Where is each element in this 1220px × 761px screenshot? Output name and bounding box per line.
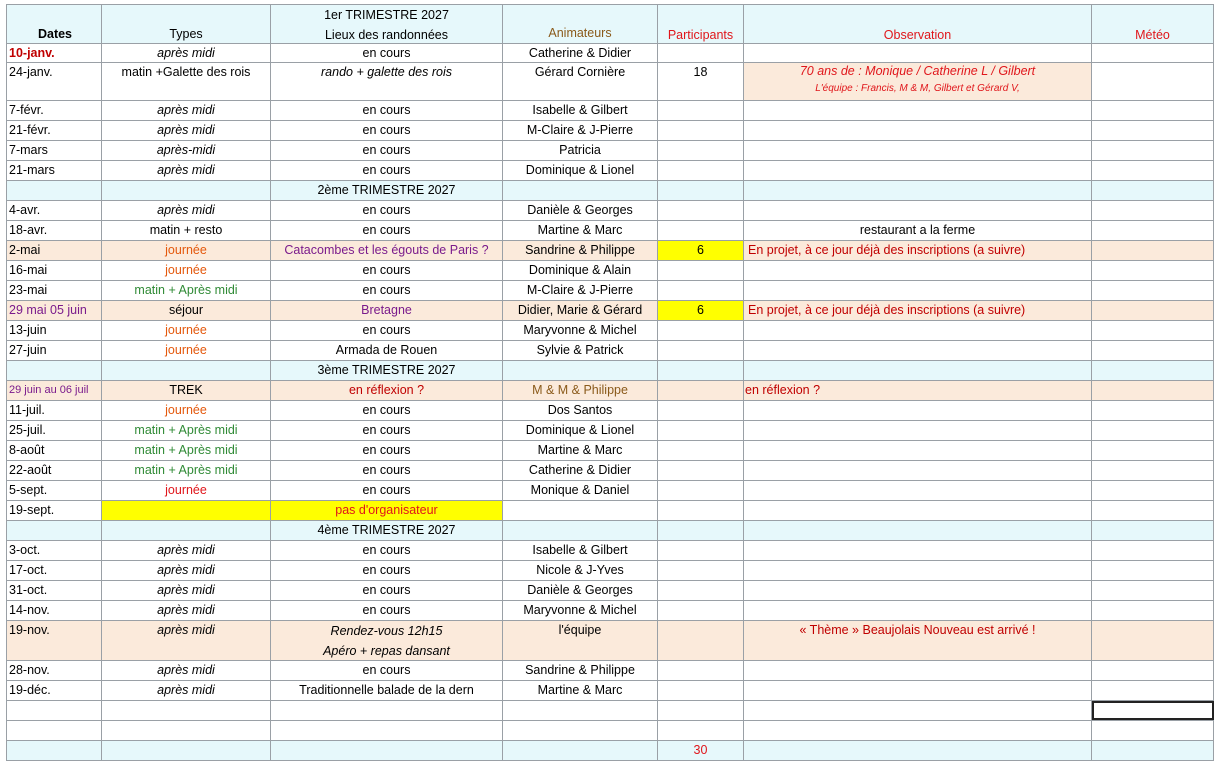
trimestre-4-title[interactable]: 4ème TRIMESTRE 2027 — [271, 521, 503, 540]
date-cell[interactable]: 21-févr. — [6, 121, 102, 140]
animateur-cell[interactable]: Maryvonne & Michel — [503, 321, 658, 340]
table-row — [6, 381, 1214, 401]
observation-cell[interactable]: en réflexion ? — [744, 381, 1092, 400]
meteo-cell[interactable] — [1092, 321, 1214, 340]
empty-cell[interactable] — [6, 721, 102, 740]
header-types[interactable]: Types — [102, 5, 271, 43]
date-cell[interactable]: 19-sept. — [6, 501, 102, 520]
animateur-cell[interactable]: Sandrine & Philippe — [503, 661, 658, 680]
trimestre-row — [6, 521, 1214, 541]
total-row — [6, 741, 1214, 761]
animateur-cell[interactable]: Martine & Marc — [503, 681, 658, 700]
header-meteo[interactable]: Météo — [1092, 5, 1214, 43]
animateur-cell[interactable]: Isabelle & Gilbert — [503, 541, 658, 560]
empty-cell[interactable] — [744, 741, 1092, 760]
date-cell[interactable]: 13-juin — [6, 321, 102, 340]
empty-cell[interactable] — [1092, 521, 1214, 540]
empty-cell[interactable] — [744, 721, 1092, 740]
trimestre-2-title[interactable]: 2ème TRIMESTRE 2027 — [271, 181, 503, 200]
observation-cell[interactable] — [744, 461, 1092, 480]
empty-cell[interactable] — [1092, 741, 1214, 760]
lieu-cell[interactable]: en cours — [271, 261, 503, 280]
type-cell[interactable]: matin + Après midi — [102, 461, 271, 480]
meteo-cell[interactable] — [1092, 221, 1214, 240]
empty-cell[interactable] — [271, 741, 503, 760]
lieu-cell[interactable]: en cours — [271, 461, 503, 480]
animateur-cell[interactable]: Catherine & Didier — [503, 44, 658, 62]
empty-cell[interactable] — [658, 701, 744, 720]
date-cell[interactable]: 2-mai — [6, 241, 102, 260]
lieu-cell[interactable]: en cours — [271, 581, 503, 600]
table-row — [6, 321, 1214, 341]
type-cell[interactable]: après midi — [102, 101, 271, 120]
type-cell[interactable]: journée — [102, 481, 271, 500]
trimestre-row — [6, 361, 1214, 381]
meteo-cell[interactable] — [1092, 681, 1214, 700]
participants-cell[interactable] — [658, 661, 744, 680]
date-cell[interactable]: 19-nov. — [6, 621, 102, 660]
observation-cell[interactable] — [744, 401, 1092, 420]
participants-cell[interactable] — [658, 381, 744, 400]
empty-cell[interactable] — [658, 521, 744, 540]
date-cell[interactable]: 8-août — [6, 441, 102, 460]
animateur-cell[interactable]: Didier, Marie & Gérard — [503, 301, 658, 320]
participants-cell[interactable] — [658, 121, 744, 140]
table-row — [6, 281, 1214, 301]
date-cell[interactable]: 21-mars — [6, 161, 102, 180]
header-row — [6, 4, 1214, 44]
animateur-cell[interactable]: Sylvie & Patrick — [503, 341, 658, 360]
table-row — [6, 621, 1214, 661]
participants-cell[interactable]: 6 — [658, 241, 744, 260]
table-row — [6, 661, 1214, 681]
selected-cell[interactable] — [1092, 701, 1214, 720]
animateur-cell[interactable]: Maryvonne & Michel — [503, 601, 658, 620]
observation-cell[interactable] — [744, 681, 1092, 700]
table-row — [6, 63, 1214, 101]
observation-cell[interactable] — [744, 601, 1092, 620]
date-cell[interactable]: 25-juil. — [6, 421, 102, 440]
animateur-cell[interactable]: Dominique & Alain — [503, 261, 658, 280]
type-cell[interactable]: après midi — [102, 201, 271, 220]
observation-cell[interactable] — [744, 101, 1092, 120]
date-cell[interactable]: 10-janv. — [6, 44, 102, 62]
date-cell[interactable]: 22-août — [6, 461, 102, 480]
table-row — [6, 141, 1214, 161]
lieu-cell[interactable]: en cours — [271, 441, 503, 460]
date-cell[interactable]: 23-mai — [6, 281, 102, 300]
empty-cell[interactable] — [744, 701, 1092, 720]
empty-cell[interactable] — [503, 741, 658, 760]
date-cell[interactable]: 28-nov. — [6, 661, 102, 680]
lieu-cell[interactable]: en cours — [271, 601, 503, 620]
participants-cell[interactable] — [658, 681, 744, 700]
participants-cell[interactable] — [658, 281, 744, 300]
type-cell[interactable]: matin +Galette des rois — [102, 63, 271, 100]
lieu-cell[interactable]: en cours — [271, 481, 503, 500]
animateur-cell[interactable] — [503, 501, 658, 520]
empty-cell[interactable] — [503, 521, 658, 540]
type-cell[interactable]: après midi — [102, 541, 271, 560]
meteo-cell[interactable] — [1092, 281, 1214, 300]
date-cell[interactable]: 11-juil. — [6, 401, 102, 420]
animateur-cell[interactable]: Martine & Marc — [503, 441, 658, 460]
lieu-cell[interactable]: Bretagne — [271, 301, 503, 320]
observation-cell[interactable] — [744, 321, 1092, 340]
lieu-cell[interactable]: en cours — [271, 221, 503, 240]
lieu-cell[interactable]: en cours — [271, 281, 503, 300]
meteo-cell[interactable] — [1092, 661, 1214, 680]
date-cell[interactable]: 7-mars — [6, 141, 102, 160]
participants-cell[interactable] — [658, 44, 744, 62]
animateur-cell[interactable]: Isabelle & Gilbert — [503, 101, 658, 120]
header-animateurs[interactable]: Animateurs — [503, 5, 658, 43]
lieu-cell[interactable]: en réflexion ? — [271, 381, 503, 400]
empty-cell[interactable] — [271, 701, 503, 720]
empty-cell[interactable] — [102, 721, 271, 740]
participants-cell[interactable] — [658, 141, 744, 160]
trimestre-3-title[interactable]: 3ème TRIMESTRE 2027 — [271, 361, 503, 380]
participants-cell[interactable] — [658, 421, 744, 440]
empty-cell[interactable] — [744, 521, 1092, 540]
observation-cell[interactable] — [744, 541, 1092, 560]
participants-cell[interactable] — [658, 561, 744, 580]
animateur-cell[interactable]: Sandrine & Philippe — [503, 241, 658, 260]
meteo-cell[interactable] — [1092, 44, 1214, 62]
table-row — [6, 561, 1214, 581]
meteo-cell[interactable] — [1092, 621, 1214, 660]
observation-cell[interactable]: En projet, à ce jour déjà des inscriptions (a suivre) — [744, 301, 1092, 320]
participants-cell[interactable] — [658, 541, 744, 560]
table-row — [6, 301, 1214, 321]
lieu-cell[interactable] — [271, 621, 503, 660]
table-row — [6, 401, 1214, 421]
participants-cell[interactable] — [658, 321, 744, 340]
observation-cell[interactable] — [744, 261, 1092, 280]
table-row — [6, 421, 1214, 441]
animateur-cell[interactable]: Patricia — [503, 141, 658, 160]
observation-cell[interactable] — [744, 481, 1092, 500]
participants-cell[interactable] — [658, 101, 744, 120]
header-lieux[interactable] — [271, 5, 503, 43]
meteo-cell[interactable] — [1092, 121, 1214, 140]
lieu-line-1: Rendez-vous 12h15 — [330, 624, 443, 638]
table-row — [6, 161, 1214, 181]
observation-cell[interactable] — [744, 141, 1092, 160]
meteo-cell[interactable] — [1092, 481, 1214, 500]
date-cell[interactable]: 27-juin — [6, 341, 102, 360]
header-observation[interactable]: Observation — [744, 5, 1092, 43]
animateur-cell[interactable]: Monique & Daniel — [503, 481, 658, 500]
empty-cell[interactable] — [658, 181, 744, 200]
table-row — [6, 221, 1214, 241]
date-cell[interactable]: 7-févr. — [6, 101, 102, 120]
lieu-cell[interactable]: en cours — [271, 561, 503, 580]
meteo-cell[interactable] — [1092, 461, 1214, 480]
empty-cell[interactable] — [744, 361, 1092, 380]
meteo-cell[interactable] — [1092, 501, 1214, 520]
date-cell[interactable]: 5-sept. — [6, 481, 102, 500]
lieu-cell[interactable]: en cours — [271, 44, 503, 62]
meteo-cell[interactable] — [1092, 401, 1214, 420]
participants-cell[interactable] — [658, 161, 744, 180]
animateur-cell[interactable]: Gérard Cornière — [503, 63, 658, 100]
lieu-cell[interactable]: en cours — [271, 101, 503, 120]
participants-cell[interactable] — [658, 441, 744, 460]
type-cell[interactable]: après midi — [102, 121, 271, 140]
animateur-cell[interactable]: l'équipe — [503, 621, 658, 660]
observation-cell[interactable] — [744, 661, 1092, 680]
participants-total[interactable]: 30 — [658, 741, 744, 760]
animateur-cell[interactable]: Martine & Marc — [503, 221, 658, 240]
participants-cell[interactable] — [658, 261, 744, 280]
empty-cell[interactable] — [102, 521, 271, 540]
table-row — [6, 261, 1214, 281]
date-cell[interactable]: 3-oct. — [6, 541, 102, 560]
observation-cell[interactable] — [744, 121, 1092, 140]
observation-cell[interactable] — [744, 63, 1092, 100]
participants-cell[interactable] — [658, 401, 744, 420]
date-cell[interactable]: 29 juin au 06 juil — [6, 381, 102, 400]
meteo-cell[interactable] — [1092, 421, 1214, 440]
observation-cell[interactable] — [744, 421, 1092, 440]
type-cell[interactable] — [102, 501, 271, 520]
table-row — [6, 201, 1214, 221]
lieu-cell[interactable]: en cours — [271, 121, 503, 140]
lieu-cell[interactable]: en cours — [271, 321, 503, 340]
lieu-cell[interactable]: en cours — [271, 141, 503, 160]
table-row — [6, 481, 1214, 501]
meteo-cell[interactable] — [1092, 161, 1214, 180]
empty-cell[interactable] — [503, 361, 658, 380]
lieux-label: Lieux des randonnées — [324, 28, 448, 42]
lieu-cell[interactable]: en cours — [271, 661, 503, 680]
lieu-cell[interactable]: en cours — [271, 401, 503, 420]
date-cell[interactable]: 29 mai 05 juin — [6, 301, 102, 320]
participants-cell[interactable] — [658, 581, 744, 600]
participants-cell[interactable] — [658, 601, 744, 620]
observation-cell[interactable] — [744, 501, 1092, 520]
empty-cell[interactable] — [503, 181, 658, 200]
table-row — [6, 501, 1214, 521]
participants-cell[interactable] — [658, 341, 744, 360]
meteo-cell[interactable] — [1092, 241, 1214, 260]
meteo-cell[interactable] — [1092, 381, 1214, 400]
observation-cell[interactable]: restaurant a la ferme — [744, 221, 1092, 240]
participants-cell[interactable] — [658, 501, 744, 520]
empty-cell[interactable] — [1092, 721, 1214, 740]
empty-cell[interactable] — [6, 701, 102, 720]
empty-cell[interactable] — [1092, 361, 1214, 380]
type-cell[interactable]: matin + Après midi — [102, 421, 271, 440]
participants-cell[interactable] — [658, 201, 744, 220]
meteo-cell[interactable] — [1092, 63, 1214, 100]
participants-cell[interactable]: 18 — [658, 63, 744, 100]
date-cell[interactable]: 14-nov. — [6, 601, 102, 620]
participants-cell[interactable]: 6 — [658, 301, 744, 320]
animateur-cell[interactable]: M & M & Philippe — [503, 381, 658, 400]
empty-cell[interactable] — [6, 361, 102, 380]
empty-cell[interactable] — [6, 181, 102, 200]
observation-cell[interactable] — [744, 441, 1092, 460]
observation-cell[interactable] — [744, 161, 1092, 180]
animateur-cell[interactable]: Dos Santos — [503, 401, 658, 420]
table-row — [6, 701, 1214, 721]
type-cell[interactable]: TREK — [102, 381, 271, 400]
empty-cell[interactable] — [102, 701, 271, 720]
lieu-cell[interactable]: en cours — [271, 161, 503, 180]
participants-cell[interactable] — [658, 481, 744, 500]
trimestre-1-title: 1er TRIMESTRE 2027 — [324, 8, 449, 22]
type-cell[interactable]: journée — [102, 261, 271, 280]
animateur-cell[interactable]: M-Claire & J-Pierre — [503, 281, 658, 300]
observation-cell[interactable] — [744, 281, 1092, 300]
type-cell[interactable]: après midi — [102, 621, 271, 660]
animateur-cell[interactable]: Catherine & Didier — [503, 461, 658, 480]
empty-cell[interactable] — [6, 741, 102, 760]
meteo-cell[interactable] — [1092, 141, 1214, 160]
date-cell[interactable]: 18-avr. — [6, 221, 102, 240]
observation-cell[interactable] — [744, 581, 1092, 600]
table-row — [6, 341, 1214, 361]
empty-cell[interactable] — [658, 721, 744, 740]
type-cell[interactable]: matin + Après midi — [102, 281, 271, 300]
meteo-cell[interactable] — [1092, 561, 1214, 580]
date-cell[interactable]: 16-mai — [6, 261, 102, 280]
lieu-cell[interactable]: Catacombes et les égouts de Paris ? — [271, 241, 503, 260]
empty-cell[interactable] — [658, 361, 744, 380]
meteo-cell[interactable] — [1092, 101, 1214, 120]
date-cell[interactable]: 31-oct. — [6, 581, 102, 600]
type-cell[interactable]: après midi — [102, 161, 271, 180]
type-cell[interactable]: séjour — [102, 301, 271, 320]
type-cell[interactable]: journée — [102, 341, 271, 360]
empty-cell[interactable] — [503, 721, 658, 740]
participants-cell[interactable] — [658, 461, 744, 480]
type-cell[interactable]: journée — [102, 401, 271, 420]
table-row — [6, 581, 1214, 601]
spreadsheet-grid — [6, 4, 1214, 761]
observation-cell[interactable]: En projet, à ce jour déjà des inscriptions (a suivre) — [744, 241, 1092, 260]
table-row — [6, 121, 1214, 141]
table-row — [6, 681, 1214, 701]
empty-cell[interactable] — [102, 361, 271, 380]
table-row — [6, 461, 1214, 481]
meteo-cell[interactable] — [1092, 341, 1214, 360]
table-row — [6, 441, 1214, 461]
type-cell[interactable]: après-midi — [102, 141, 271, 160]
empty-cell[interactable] — [6, 521, 102, 540]
no-organizer-cell[interactable]: pas d'organisateur — [271, 501, 503, 520]
participants-cell[interactable] — [658, 621, 744, 660]
date-cell[interactable]: 19-déc. — [6, 681, 102, 700]
empty-cell[interactable] — [271, 721, 503, 740]
type-cell[interactable]: journée — [102, 241, 271, 260]
lieu-cell[interactable]: en cours — [271, 541, 503, 560]
table-row — [6, 101, 1214, 121]
animateur-cell[interactable]: Dominique & Lionel — [503, 161, 658, 180]
type-cell[interactable]: journée — [102, 321, 271, 340]
empty-cell[interactable] — [744, 181, 1092, 200]
observation-cell[interactable] — [744, 341, 1092, 360]
meteo-cell[interactable] — [1092, 601, 1214, 620]
lieu-cell[interactable]: en cours — [271, 201, 503, 220]
observation-line-1: 70 ans de : Monique / Catherine L / Gilbert — [799, 64, 1036, 78]
type-cell[interactable]: après midi — [102, 44, 271, 62]
animateur-cell[interactable]: Nicole & J-Yves — [503, 561, 658, 580]
header-participants[interactable]: Participants — [658, 5, 744, 43]
table-row — [6, 601, 1214, 621]
type-cell[interactable]: après midi — [102, 561, 271, 580]
type-cell[interactable]: après midi — [102, 581, 271, 600]
type-cell[interactable]: après midi — [102, 661, 271, 680]
participants-cell[interactable] — [658, 221, 744, 240]
date-cell[interactable]: 4-avr. — [6, 201, 102, 220]
meteo-cell[interactable] — [1092, 581, 1214, 600]
type-cell[interactable]: matin + Après midi — [102, 441, 271, 460]
animateur-cell[interactable]: Danièle & Georges — [503, 581, 658, 600]
observation-cell[interactable] — [744, 201, 1092, 220]
empty-cell[interactable] — [102, 181, 271, 200]
empty-cell[interactable] — [503, 701, 658, 720]
table-row — [6, 721, 1214, 741]
type-cell[interactable]: après midi — [102, 601, 271, 620]
date-cell[interactable]: 24-janv. — [6, 63, 102, 100]
meteo-cell[interactable] — [1092, 441, 1214, 460]
meteo-cell[interactable] — [1092, 201, 1214, 220]
trimestre-row — [6, 181, 1214, 201]
table-row — [6, 241, 1214, 261]
observation-cell[interactable]: « Thème » Beaujolais Nouveau est arrivé ! — [744, 621, 1092, 660]
observation-line-2: L'équipe : Francis, M & M, Gilbert et Gérard V, — [815, 83, 1020, 94]
animateur-cell[interactable]: Dominique & Lionel — [503, 421, 658, 440]
lieu-cell[interactable]: Traditionnelle balade de la dern — [271, 681, 503, 700]
observation-cell[interactable] — [744, 561, 1092, 580]
meteo-cell[interactable] — [1092, 261, 1214, 280]
lieu-cell[interactable]: rando + galette des rois — [271, 63, 503, 100]
lieu-line-2: Apéro + repas dansant — [323, 644, 450, 658]
animateur-cell[interactable]: Danièle & Georges — [503, 201, 658, 220]
animateur-cell[interactable]: M-Claire & J-Pierre — [503, 121, 658, 140]
lieu-cell[interactable]: en cours — [271, 421, 503, 440]
meteo-cell[interactable] — [1092, 541, 1214, 560]
header-dates[interactable]: Dates — [6, 5, 102, 43]
meteo-cell[interactable] — [1092, 301, 1214, 320]
table-row — [6, 541, 1214, 561]
empty-cell[interactable] — [102, 741, 271, 760]
lieu-cell[interactable]: Armada de Rouen — [271, 341, 503, 360]
empty-cell[interactable] — [1092, 181, 1214, 200]
observation-cell[interactable] — [744, 44, 1092, 62]
type-cell[interactable]: matin + resto — [102, 221, 271, 240]
type-cell[interactable]: après midi — [102, 681, 271, 700]
date-cell[interactable]: 17-oct. — [6, 561, 102, 580]
table-row — [6, 44, 1214, 63]
